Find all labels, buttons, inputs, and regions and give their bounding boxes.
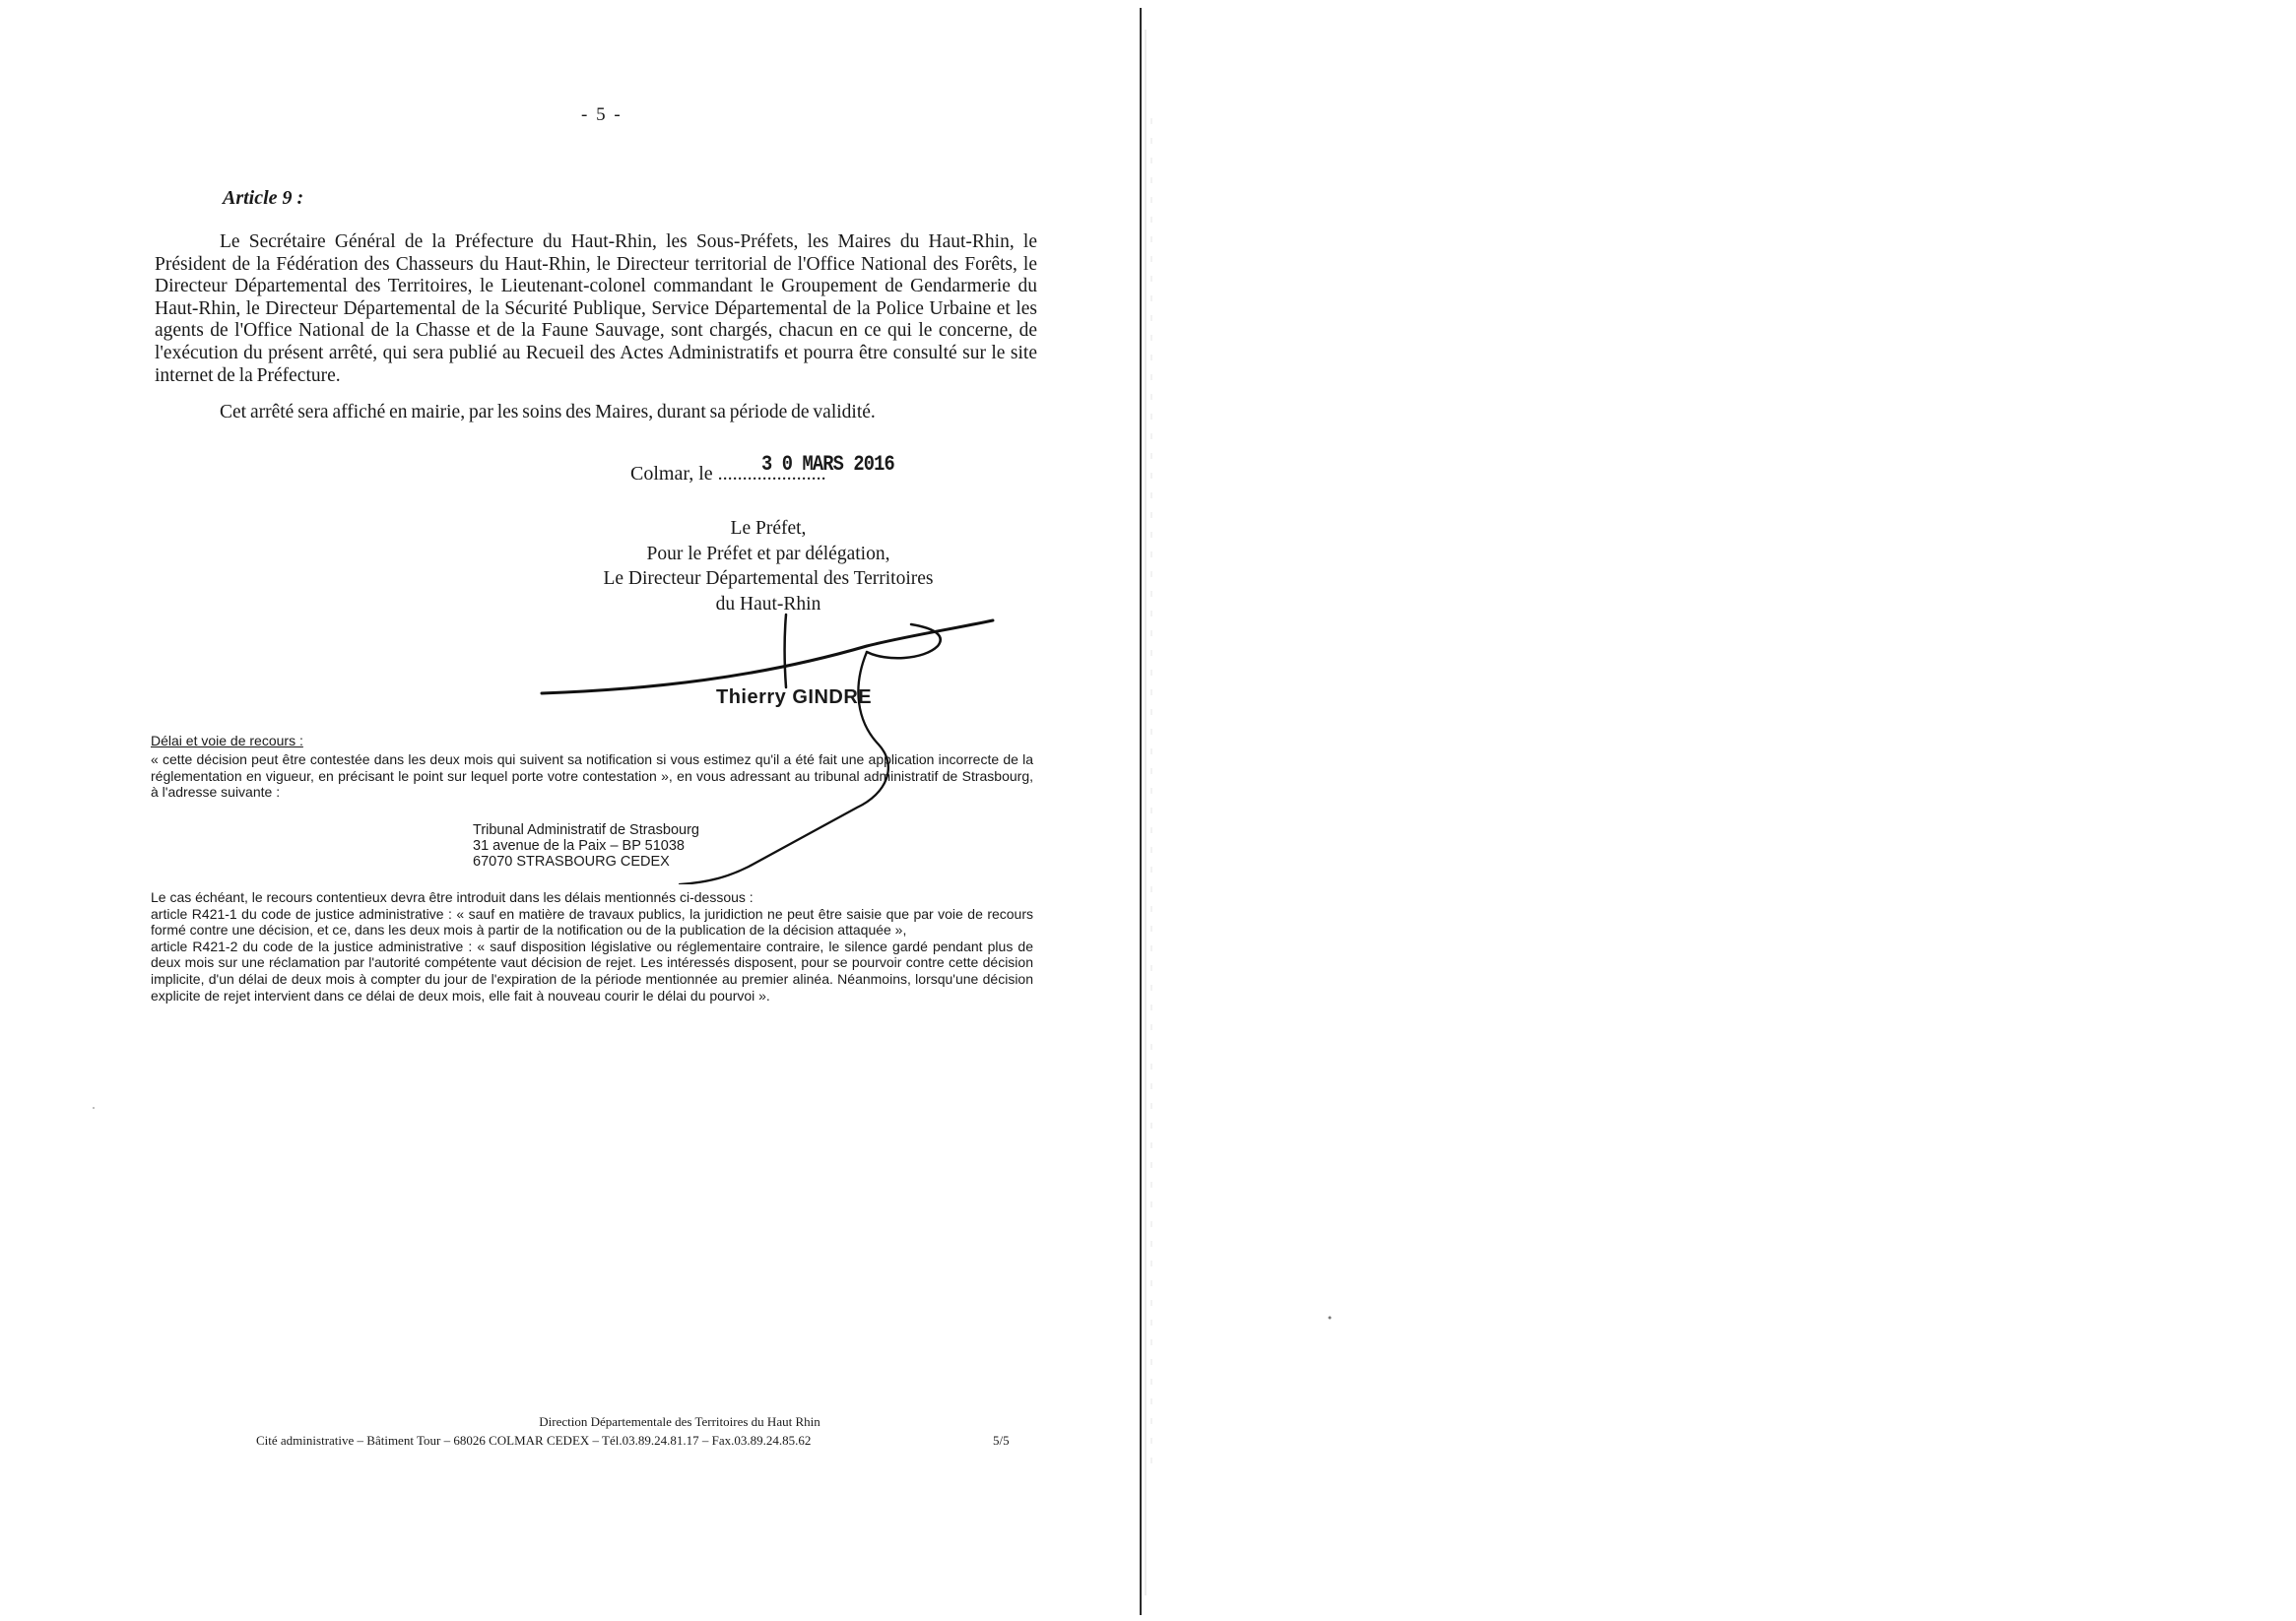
recours-line: Le cas échéant, le recours contentieux devra être introduit dans les délais mentionnés ci-dessous : bbox=[151, 889, 754, 905]
page-divider bbox=[1140, 8, 1142, 1615]
recours-text: « cette décision peut être contestée dans les deux mois qui suivent sa notification si vous estimez qu'il a été fait une application incorrecte de la réglementation en vigueur, en précisant le point sur lequel porte votre contestation », en vous adressant au tribunal administratif de Strasbourg, à l'adresse suivante : bbox=[151, 751, 1033, 801]
signature-line: Le Préfet, bbox=[730, 518, 807, 539]
date-stamp: 3 0 MARS 2016 bbox=[761, 452, 894, 477]
display-paragraph: Cet arrêté sera affiché en mairie, par les soins des Maires, durant sa période de validité. bbox=[220, 402, 876, 422]
address-line: 67070 STRASBOURG CEDEX bbox=[473, 854, 670, 871]
signature-block bbox=[512, 516, 1024, 616]
address-line: Tribunal Administratif de Strasbourg bbox=[473, 822, 699, 838]
recours-heading: Délai et voie de recours : bbox=[151, 733, 303, 748]
signature-line: Pour le Préfet et par délégation, bbox=[646, 543, 890, 564]
article-heading: Article 9 : bbox=[223, 187, 304, 209]
signature-line: Le Directeur Départemental des Territoires bbox=[603, 568, 934, 589]
footer-contact: Cité administrative – Bâtiment Tour – 68026 COLMAR CEDEX – Tél.03.89.24.81.17 – Fax.03.89.24.85.62 bbox=[256, 1433, 812, 1448]
signatory-name: Thierry GINDRE bbox=[716, 686, 873, 708]
footer-page-number: 5/5 bbox=[993, 1433, 1010, 1448]
address-line: 31 avenue de la Paix – BP 51038 bbox=[473, 838, 685, 855]
footer-organization: Direction Départementale des Territoires du Haut Rhin bbox=[539, 1414, 820, 1429]
handwritten-signature bbox=[532, 609, 1024, 884]
page-number: - 5 - bbox=[581, 104, 623, 125]
recours-line: article R421-1 du code de justice administrative : « sauf en matière de travaux publics, la juridiction ne peut être saisie que par voie de recours formé contre une décision, et ce, dans les deux mois à partir de la notification ou de la publication de la décision attaquée », bbox=[151, 905, 1033, 939]
recours-line: article R421-2 du code de la justice administrative : « sauf disposition législative ou réglementaire contraire, le silence gardé pendant plus de deux mois sur une réclamation par l'autorité compétente vaut décision de rejet. Les intéressés disposent, pour se pourvoir contre cette décision implicite, d'un délai de deux mois à compter du jour de l'expiration de la période mentionnée au premier alinéa. Néanmoins, lorsqu'une décision explicite de rejet intervient dans ce délai de deux mois, elle fait à nouveau courir le délai du pourvoi ». bbox=[151, 938, 1033, 1004]
signature-line: du Haut-Rhin bbox=[715, 593, 821, 615]
recours-articles bbox=[151, 889, 1033, 1004]
place-date-line: Colmar, le ...................... bbox=[630, 463, 826, 485]
article-paragraph: Le Secrétaire Général de la Préfecture du Haut-Rhin, les Sous-Préfets, les Maires du Haut-Rhin, le Président de la Fédération des Chasseurs du Haut-Rhin, le Directeur territorial de l'Office National des Forêts, le Directeur Départemental des Territoires, le Lieutenant-colonel commandant le Groupement de Gendarmerie du Haut-Rhin, le Directeur Départemental de la Sécurité Publique, Service Départemental de la Police Urbaine et les agents de l'Office National de la Chasse et de la Faune Sauvage, sont chargés, chacun en ce qui le concerne, de l'exécution du présent arrêté, qui sera publié au Recueil des Actes Administratifs et pourra être consulté sur le site internet de la Préfecture. bbox=[155, 231, 1037, 386]
